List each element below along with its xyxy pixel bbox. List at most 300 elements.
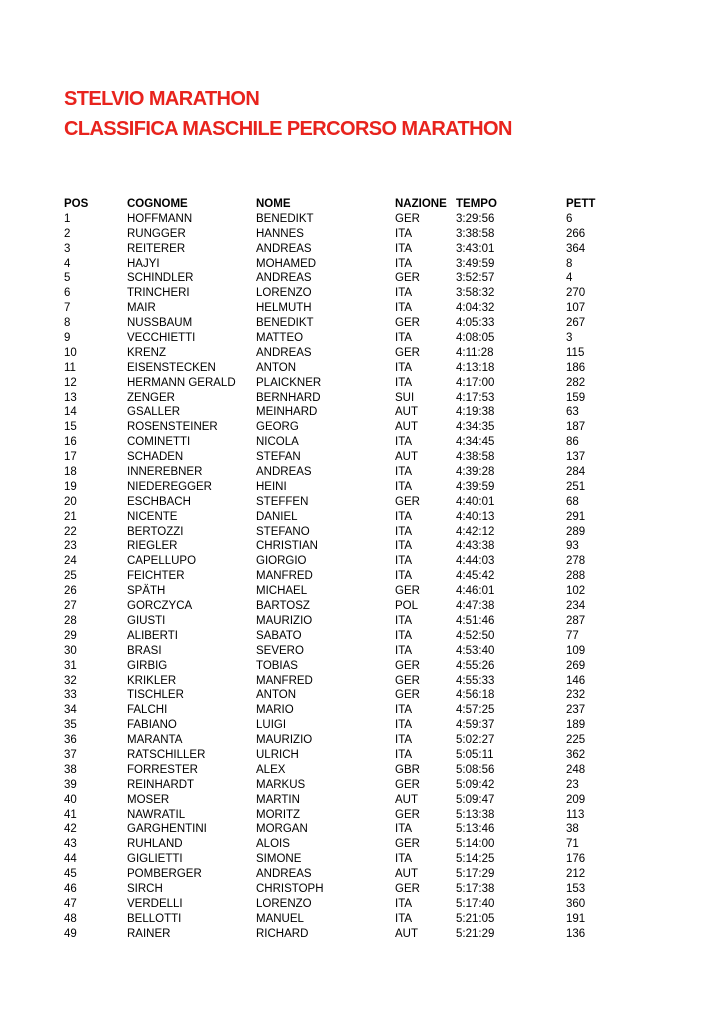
table-row [64,614,684,629]
cell-tempo: 4:55:26 [456,659,495,672]
cell-tempo: 4:40:01 [456,495,495,508]
cell-tempo: 4:13:18 [456,361,495,374]
cell-pos: 19 [64,480,77,493]
cell-pos: 31 [64,659,77,672]
cell-pos: 16 [64,436,77,449]
cell-nazione: POL [395,600,419,613]
cell-cognome: MOSER [127,793,170,806]
cell-nazione: ITA [395,525,413,538]
table-row [64,525,684,540]
cell-nome: BERNHARD [256,391,321,404]
cell-pos: 35 [64,719,77,732]
cell-cognome: GIUSTI [127,614,166,627]
table-header-row [64,197,684,212]
cell-nome: MEINHARD [256,406,318,419]
table-row [64,674,684,689]
cell-nazione: ITA [395,376,413,389]
cell-nome: ANDREAS [256,272,312,285]
cell-pett: 71 [566,838,579,851]
cell-nome: STEFAN [256,451,301,464]
cell-tempo: 4:11:28 [456,346,494,359]
table-row [64,391,684,406]
cell-pett: 23 [566,778,579,791]
cell-pett: 288 [566,570,586,583]
cell-pos: 25 [64,570,77,583]
table-row [64,793,684,808]
cell-nome: MORGAN [256,823,308,836]
cell-nazione: ITA [395,897,413,910]
cell-pett: 146 [566,674,586,687]
cell-pett: 360 [566,897,586,910]
cell-tempo: 4:19:38 [456,406,495,419]
cell-nome: MANUEL [256,912,304,925]
cell-nazione: GER [395,317,420,330]
table-row [64,778,684,793]
cell-pett: 237 [566,704,586,717]
cell-nazione: ITA [395,287,413,300]
cell-cognome: SIRCH [127,882,163,895]
table-row [64,822,684,837]
cell-cognome: SCHINDLER [127,272,194,285]
cell-pett: 102 [566,585,586,598]
cell-nome: MOHAMED [256,257,317,270]
cell-pett: 159 [566,391,586,404]
cell-nome: TOBIAS [256,659,298,672]
cell-nome: BARTOSZ [256,600,310,613]
cell-pos: 1 [64,212,71,225]
table-row [64,912,684,927]
cell-cognome: NAWRATIL [127,808,186,821]
table-row [64,927,684,942]
cell-pett: 137 [566,451,586,464]
cell-pos: 26 [64,585,77,598]
cell-nazione: GER [395,212,420,225]
cell-pett: 234 [566,600,586,613]
cell-pos: 36 [64,734,77,747]
cell-pos: 14 [64,406,77,419]
cell-pos: 49 [64,927,77,940]
cell-nazione: ITA [395,912,413,925]
cell-nazione: GER [395,495,420,508]
cell-nazione: AUT [395,406,418,419]
table-row [64,331,684,346]
table-row [64,808,684,823]
cell-pett: 269 [566,659,586,672]
cell-tempo: 4:17:00 [456,376,495,389]
cell-cognome: TRINCHERI [127,287,190,300]
cell-nazione: GER [395,882,420,895]
cell-cognome: GIGLIETTI [127,853,183,866]
cell-pos: 41 [64,808,77,821]
cell-cognome: RATSCHILLER [127,748,206,761]
cell-cognome: RAINER [127,927,171,940]
cell-tempo: 4:39:28 [456,466,495,479]
cell-pos: 12 [64,376,77,389]
cell-pett: 362 [566,748,586,761]
cell-pos: 45 [64,868,77,881]
cell-cognome: GORCZYCA [127,600,193,613]
table-row [64,644,684,659]
cell-cognome: EISENSTECKEN [127,361,216,374]
table-row [64,733,684,748]
cell-tempo: 4:04:32 [456,302,495,315]
cell-pos: 13 [64,391,77,404]
cell-pos: 18 [64,466,77,479]
cell-cognome: CAPELLUPO [127,555,197,568]
table-row [64,286,684,301]
table-row [64,435,684,450]
cell-tempo: 5:13:38 [456,808,495,821]
cell-tempo: 5:09:47 [456,793,495,806]
cell-nazione: GER [395,689,420,702]
cell-nome: MARIO [256,704,294,717]
table-row [64,763,684,778]
cell-nome: BENEDIKT [256,212,314,225]
cell-cognome: FORRESTER [127,763,198,776]
table-row [64,316,684,331]
cell-cognome: NUSSBAUM [127,317,193,330]
cell-tempo: 5:17:40 [456,897,495,910]
cell-nome: SIMONE [256,853,302,866]
cell-nome: CHRISTOPH [256,882,324,895]
cell-pett: 38 [566,823,579,836]
cell-nazione: ITA [395,734,413,747]
cell-cognome: MARANTA [127,734,183,747]
table-row [64,271,684,286]
cell-cognome: SPÄTH [127,585,166,598]
cell-nome: GIORGIO [256,555,307,568]
cell-nome: PLAICKNER [256,376,322,389]
table-row [64,361,684,376]
cell-nazione: ITA [395,242,413,255]
header-pett: PETT [566,198,596,210]
cell-nome: NICOLA [256,436,299,449]
cell-pos: 24 [64,555,77,568]
cell-nazione: ITA [395,644,413,657]
cell-pett: 209 [566,793,586,806]
cell-pett: 189 [566,719,586,732]
cell-nome: STEFFEN [256,495,309,508]
cell-pett: 232 [566,689,586,702]
cell-nome: ULRICH [256,748,299,761]
cell-nome: ANDREAS [256,466,312,479]
cell-nazione: ITA [395,704,413,717]
cell-nome: CHRISTIAN [256,540,318,553]
cell-pos: 4 [64,257,71,270]
cell-cognome: RUNGGER [127,227,186,240]
cell-cognome: NIEDEREGGER [127,480,212,493]
cell-tempo: 4:53:40 [456,644,495,657]
cell-tempo: 5:13:46 [456,823,495,836]
cell-pos: 3 [64,242,71,255]
cell-nazione: AUT [395,868,418,881]
cell-nazione: ITA [395,361,413,374]
cell-pett: 187 [566,421,586,434]
cell-nazione: GER [395,778,420,791]
cell-nazione: ITA [395,540,413,553]
cell-nazione: ITA [395,466,413,479]
cell-pos: 28 [64,614,77,627]
cell-tempo: 3:38:58 [456,227,495,240]
cell-tempo: 4:55:33 [456,674,495,687]
cell-pos: 15 [64,421,77,434]
cell-pett: 113 [566,808,585,821]
table-row [64,897,684,912]
cell-pos: 17 [64,451,77,464]
results-table [64,197,684,942]
cell-pos: 37 [64,748,77,761]
table-row [64,584,684,599]
cell-tempo: 4:47:38 [456,600,495,613]
cell-pett: 8 [566,257,573,270]
table-row [64,569,684,584]
cell-cognome: TISCHLER [127,689,184,702]
cell-nome: GEORG [256,421,299,434]
cell-cognome: VERDELLI [127,897,183,910]
cell-cognome: ZENGER [127,391,175,404]
table-body [64,212,684,942]
cell-tempo: 4:45:42 [456,570,495,583]
cell-pos: 10 [64,346,77,359]
cell-nazione: ITA [395,629,413,642]
cell-nazione: ITA [395,853,413,866]
cell-tempo: 4:38:58 [456,451,495,464]
cell-pos: 6 [64,287,71,300]
table-row [64,212,684,227]
cell-nazione: GBR [395,763,420,776]
cell-nome: SABATO [256,629,302,642]
cell-pett: 225 [566,734,586,747]
table-row [64,227,684,242]
cell-pett: 289 [566,525,586,538]
cell-tempo: 4:52:50 [456,629,495,642]
cell-tempo: 5:14:00 [456,838,495,851]
header-cognome: COGNOME [127,198,188,210]
cell-tempo: 5:05:11 [456,748,494,761]
table-row [64,852,684,867]
cell-nome: MARTIN [256,793,300,806]
cell-cognome: REITERER [127,242,186,255]
cell-pos: 34 [64,704,77,717]
cell-cognome: HERMANN GERALD [127,376,236,389]
cell-pos: 46 [64,882,77,895]
cell-cognome: HOFFMANN [127,212,193,225]
cell-cognome: FEICHTER [127,570,185,583]
cell-nazione: ITA [395,257,413,270]
cell-pett: 6 [566,212,573,225]
cell-tempo: 5:21:29 [456,927,495,940]
cell-pett: 176 [566,853,586,866]
cell-pos: 38 [64,763,77,776]
cell-tempo: 4:51:46 [456,614,495,627]
cell-pos: 21 [64,510,77,523]
cell-nazione: GER [395,346,420,359]
cell-nazione: ITA [395,332,413,345]
cell-pett: 153 [566,882,586,895]
cell-cognome: KRIKLER [127,674,177,687]
cell-nome: ANTON [256,361,297,374]
table-row [64,495,684,510]
cell-pett: 248 [566,763,586,776]
cell-pett: 270 [566,287,586,300]
cell-nazione: ITA [395,480,413,493]
cell-pett: 86 [566,436,579,449]
cell-nome: LORENZO [256,897,312,910]
cell-pett: 284 [566,466,586,479]
cell-nome: BENEDIKT [256,317,314,330]
table-row [64,480,684,495]
cell-pett: 212 [566,868,586,881]
cell-cognome: ESCHBACH [127,495,191,508]
cell-pett: 282 [566,376,586,389]
cell-cognome: NICENTE [127,510,178,523]
cell-nazione: ITA [395,302,413,315]
table-row [64,539,684,554]
cell-tempo: 4:43:38 [456,540,495,553]
cell-tempo: 4:44:03 [456,555,495,568]
cell-cognome: RIEGLER [127,540,178,553]
cell-pos: 43 [64,838,77,851]
table-row [64,376,684,391]
cell-nazione: AUT [395,927,418,940]
cell-pett: 115 [566,346,585,359]
cell-cognome: POMBERGER [127,868,202,881]
cell-nome: SEVERO [256,644,304,657]
cell-tempo: 4:40:13 [456,510,495,523]
table-row [64,242,684,257]
cell-pos: 39 [64,778,77,791]
cell-pett: 266 [566,227,586,240]
cell-tempo: 5:17:29 [456,868,495,881]
cell-pett: 191 [566,912,586,925]
cell-tempo: 4:56:18 [456,689,495,702]
cell-tempo: 5:08:56 [456,763,495,776]
cell-pos: 8 [64,317,71,330]
header-nome: NOME [256,198,291,210]
cell-nome: HELMUTH [256,302,312,315]
cell-nazione: AUT [395,451,418,464]
cell-pett: 63 [566,406,579,419]
cell-pett: 251 [566,480,586,493]
cell-tempo: 4:39:59 [456,480,495,493]
cell-tempo: 3:52:57 [456,272,495,285]
cell-nome: MAURIZIO [256,734,313,747]
cell-nazione: GER [395,272,420,285]
cell-pett: 291 [566,510,586,523]
cell-cognome: ALIBERTI [127,629,178,642]
cell-pos: 29 [64,629,77,642]
cell-nazione: GER [395,659,420,672]
table-row [64,554,684,569]
cell-tempo: 3:58:32 [456,287,495,300]
cell-nome: MATTEO [256,332,304,345]
cell-tempo: 4:08:05 [456,332,495,345]
cell-nome: LORENZO [256,287,312,300]
cell-pos: 44 [64,853,77,866]
cell-tempo: 4:34:45 [456,436,495,449]
table-row [64,510,684,525]
cell-nazione: ITA [395,555,413,568]
cell-nome: HANNES [256,227,304,240]
cell-tempo: 4:46:01 [456,585,495,598]
table-row [64,703,684,718]
cell-nome: LUIGI [256,719,287,732]
cell-pett: 136 [566,927,586,940]
cell-nazione: AUT [395,793,418,806]
cell-tempo: 5:17:38 [456,882,495,895]
cell-pos: 27 [64,600,77,613]
cell-pos: 22 [64,525,77,538]
cell-tempo: 5:02:27 [456,734,495,747]
cell-pett: 4 [566,272,573,285]
cell-pett: 68 [566,495,579,508]
cell-cognome: BELLOTTI [127,912,182,925]
cell-cognome: MAIR [127,302,156,315]
cell-nome: ANDREAS [256,868,312,881]
cell-tempo: 3:49:59 [456,257,495,270]
cell-cognome: COMINETTI [127,436,191,449]
cell-nazione: ITA [395,510,413,523]
cell-cognome: BRASI [127,644,162,657]
cell-pos: 33 [64,689,77,702]
cell-tempo: 4:34:35 [456,421,495,434]
cell-tempo: 3:43:01 [456,242,495,255]
cell-tempo: 4:59:37 [456,719,495,732]
table-row [64,748,684,763]
cell-nome: ANDREAS [256,346,312,359]
cell-tempo: 3:29:56 [456,212,495,225]
document-subtitle: CLASSIFICA MASCHILE PERCORSO MARATHON [64,118,512,140]
cell-cognome: GSALLER [127,406,181,419]
cell-nome: ALEX [256,763,286,776]
cell-pos: 40 [64,793,77,806]
cell-tempo: 4:17:53 [456,391,495,404]
table-row [64,301,684,316]
cell-nazione: ITA [395,748,413,761]
table-row [64,688,684,703]
cell-pett: 109 [566,644,586,657]
cell-cognome: KRENZ [127,346,166,359]
cell-nome: DANIEL [256,510,298,523]
cell-nazione: AUT [395,421,418,434]
cell-pos: 48 [64,912,77,925]
cell-nome: MARKUS [256,778,306,791]
cell-nome: ANDREAS [256,242,312,255]
cell-pos: 7 [64,302,71,315]
cell-cognome: REINHARDT [127,778,195,791]
table-row [64,346,684,361]
cell-nazione: ITA [395,719,413,732]
cell-pos: 2 [64,227,71,240]
cell-cognome: VECCHIETTI [127,332,196,345]
cell-nazione: ITA [395,227,413,240]
table-row [64,257,684,272]
cell-tempo: 5:09:42 [456,778,495,791]
cell-nazione: GER [395,808,420,821]
cell-nome: ANTON [256,689,297,702]
table-row [64,867,684,882]
cell-pos: 32 [64,674,77,687]
cell-pett: 107 [566,302,586,315]
cell-nazione: GER [395,838,420,851]
cell-pett: 93 [566,540,579,553]
cell-pett: 3 [566,332,573,345]
cell-pos: 42 [64,823,77,836]
cell-pett: 278 [566,555,586,568]
cell-pos: 47 [64,897,77,910]
table-row [64,837,684,852]
table-row [64,599,684,614]
